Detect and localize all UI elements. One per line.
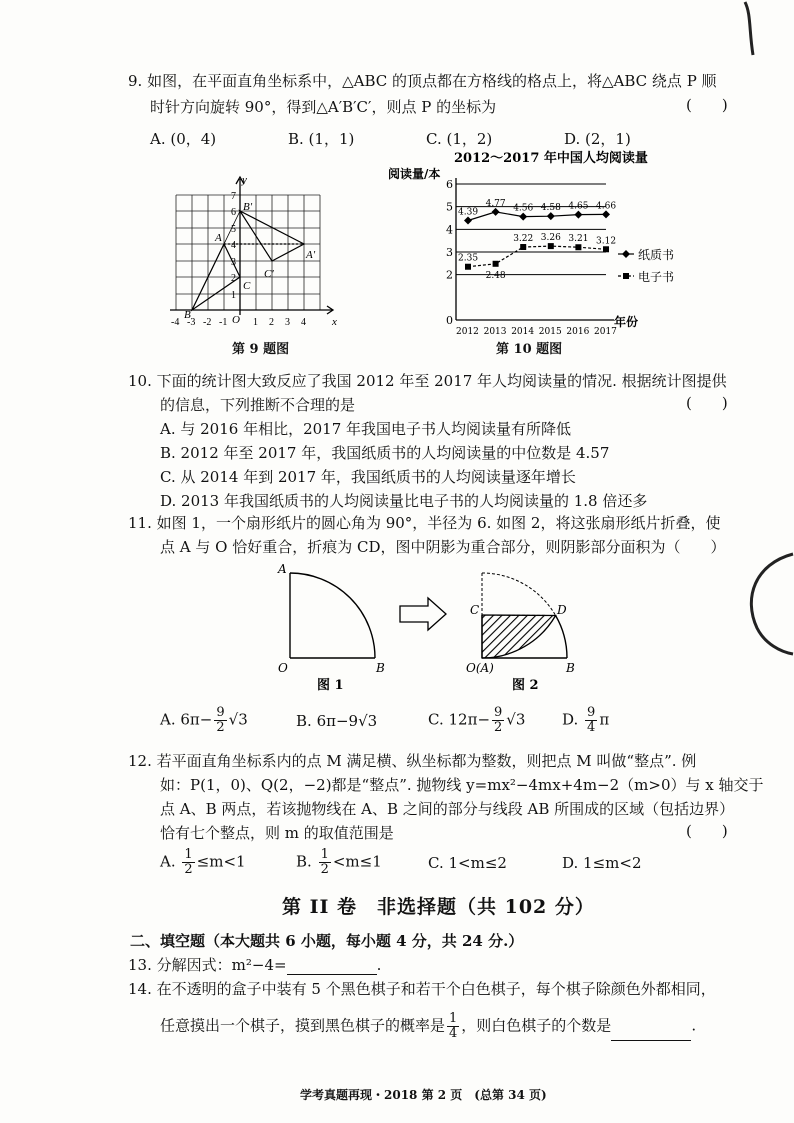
q10-figure-caption: 第 10 题图 <box>496 342 563 357</box>
q9-figure-caption: 第 9 题图 <box>232 342 290 357</box>
chart-point <box>548 243 554 249</box>
chart-xtick-label: 2013 <box>483 327 507 337</box>
q12-text1: 若平面直角坐标系内的点 M 满足横、纵坐标都为整数，则把点 M 叫做“整点”. 例 <box>156 752 697 770</box>
q12-option-b: B. $\frac{1}{2}$ <m≤1 <box>296 847 382 877</box>
q11-fig1-caption: 图 1 <box>317 678 344 693</box>
q9-xtick: -3 <box>187 317 196 328</box>
chart-xtick-label: 2014 <box>511 327 535 337</box>
chart-data-label: 3.26 <box>540 233 561 244</box>
q12-option-d: D. 1≤m<2 <box>562 854 642 872</box>
q9-xtick: 4 <box>301 317 306 328</box>
chart-ytick-label: 6 <box>446 178 453 191</box>
q13: 13. 分解因式：m²−4= . <box>128 956 382 974</box>
chart-ytick-label: 3 <box>446 246 453 259</box>
chart-xtick-label: 2016 <box>566 327 590 337</box>
q11-text2: 点 A 与 O 恰好重合，折痕为 CD，图中阴影为重合部分，则阴影部分面积为（ ） <box>160 538 726 556</box>
q10-option-c: C. 从 2014 年到 2017 年，我国纸质书的人均阅读量逐年增长 <box>160 468 576 486</box>
q9-answer-paren: ( ) <box>686 96 728 114</box>
chart-point <box>493 261 499 267</box>
chart-legend-marker <box>622 250 630 258</box>
chart-title: 2012～2017 年中国人均阅读量 <box>454 151 648 166</box>
q10-number: 10. <box>128 372 152 390</box>
q9-ytick: 1 <box>231 290 236 301</box>
q9-xtick: 3 <box>285 317 290 328</box>
chart-point <box>492 208 500 216</box>
q11-option-c: C. 12π− $\frac{9}{2}$ √3 <box>428 705 526 735</box>
q9-label-a1: A′ <box>306 249 316 261</box>
q11-shaded-region <box>482 615 556 658</box>
chart-data-label: 4.65 <box>568 201 589 212</box>
q9-text2: 时针方向旋转 90°，得到△A′B′C′，则点 P 的坐标为 <box>150 98 497 116</box>
q11-option-b: B. 6π−9√3 <box>296 712 378 730</box>
q9-ytick: 2 <box>231 273 236 284</box>
chart-ytick-label: 4 <box>446 223 453 237</box>
q10-option-d: D. 2013 年我国纸质书的人均阅读量比电子书的人均阅读量的 1.8 倍还多 <box>160 492 648 510</box>
q9-figure <box>160 165 350 340</box>
q11-fig2-label-oa: O(A) <box>466 661 494 675</box>
q9-xtick: 1 <box>253 317 258 328</box>
chart-point <box>602 210 610 218</box>
q9-line1 <box>128 70 717 91</box>
chart-data-label: 4.58 <box>540 203 561 214</box>
chart-ytick-label: 0 <box>446 314 453 327</box>
q9-xtick: -2 <box>203 317 212 328</box>
chart-legend-label: 纸质书 <box>638 248 675 262</box>
q10-line1 <box>128 370 727 391</box>
chart-xlabel: 年份 <box>614 315 639 329</box>
q12-text4: 恰有七个整点，则 m 的取值范围是 <box>160 824 394 842</box>
q14-number: 14. <box>128 980 152 998</box>
q9-text1: 如图，在平面直角坐标系中，△ABC 的顶点都在方格线的格点上，将△ABC 绕点 P 顺 <box>147 72 717 90</box>
q13-number: 13. <box>128 956 152 974</box>
q9-label-b1: B′ <box>243 201 253 213</box>
q11-option-d: D. $\frac{9}{4}$ π <box>562 705 610 735</box>
q9-y-label: y <box>242 174 247 186</box>
q9-number: 9. <box>128 72 143 90</box>
q11-fig1-label-o: O <box>278 661 288 675</box>
chart-series-line <box>468 246 606 267</box>
q10-chart <box>386 150 686 340</box>
scan-edge-mark <box>735 0 760 60</box>
q9-ytick: 7 <box>231 191 236 202</box>
q9-option-b: B. (1，1) <box>288 130 355 148</box>
page-footer: 学考真题再现・2018 第 2 页 (总第 34 页) <box>300 1088 547 1102</box>
q10-option-a: A. 与 2016 年相比，2017 年我国电子书人均阅读量有所降低 <box>160 420 572 438</box>
q13-answer-blank[interactable] <box>287 960 377 975</box>
q13-text: 分解因式：m²−4= <box>156 956 287 974</box>
q11-number: 11. <box>128 514 152 532</box>
chart-ytick-label: 2 <box>446 268 453 282</box>
q11-fig2-label-c: C <box>470 603 480 617</box>
q11-fig1-label-a: A <box>278 562 287 576</box>
q12-option-c: C. 1<m≤2 <box>428 854 507 872</box>
chart-data-label: 3.21 <box>568 234 589 245</box>
chart-data-label: 4.56 <box>513 203 534 214</box>
chart-ylabel: 阅读量/本 <box>388 167 441 181</box>
q9-origin-label: O <box>232 314 240 326</box>
q9-xtick: 2 <box>269 317 274 328</box>
q14-answer-blank[interactable] <box>611 1026 691 1041</box>
q9-ytick: 4 <box>231 240 236 251</box>
fill-in-header: 二、填空题（本大题共 6 小题，每小题 4 分，共 24 分.） <box>130 932 524 950</box>
q11-figures <box>270 558 630 693</box>
q11-fig2-label-d: D <box>557 603 567 617</box>
chart-data-label: 3.12 <box>596 236 617 247</box>
chart-point <box>547 212 555 220</box>
chart-data-label: 2.35 <box>458 253 479 264</box>
right-arrow-icon <box>400 598 446 630</box>
q9-option-d: D. (2，1) <box>564 130 631 148</box>
q14-line2: 任意摸出一个棋子，摸到黑色棋子的概率是 $\frac{1}{4}$ ，则白色棋子的个数是 . <box>160 1011 697 1041</box>
q9-ytick: 5 <box>231 224 236 235</box>
q11-text1: 如图 1，一个扇形纸片的圆心角为 90°，半径为 6. 如图 2，将这张扇形纸片折叠，使 <box>156 514 721 532</box>
section2-title: 第 II 卷 非选择题（共 102 分） <box>282 896 595 918</box>
chart-series-line <box>468 212 606 221</box>
q11-line1 <box>128 512 720 533</box>
q11-fig2-caption: 图 2 <box>512 678 539 693</box>
chart-data-label: 3.22 <box>513 234 534 245</box>
q11-option-a: A. 6π− $\frac{9}{2}$ √3 <box>160 705 248 735</box>
chart-legend-marker <box>623 273 629 279</box>
q11-fig2-label-b: B <box>566 661 575 675</box>
chart-point <box>519 213 527 221</box>
q9-label-c1: C′ <box>264 268 274 280</box>
chart-point <box>520 244 526 250</box>
q12-text3: 点 A、B 两点，若该抛物线在 A、B 之间的部分与线段 AB 所围成的区域（包括边界） <box>160 800 735 818</box>
q9-label-b: B <box>184 309 191 321</box>
q12-text2: 如：P(1，0)、Q(2，−2)都是“整点”. 抛物线 y=mx²−4mx+4m−2（m>0）与 x 轴交于 <box>160 776 764 794</box>
q10-option-b: B. 2012 年至 2017 年，我国纸质书的人均阅读量的中位数是 4.57 <box>160 444 610 462</box>
chart-legend-label: 电子书 <box>638 270 675 284</box>
chart-data-label: 4.39 <box>458 207 479 218</box>
chart-data-label: 2.48 <box>485 270 506 281</box>
q9-xtick: -4 <box>171 317 180 328</box>
q9-ytick: 3 <box>231 257 236 268</box>
q9-label-c: C <box>243 280 251 292</box>
q11-fig1-sector <box>290 573 375 658</box>
chart-xtick-label: 2017 <box>594 327 617 337</box>
q9-ytick: 6 <box>231 207 236 218</box>
chart-data-label: 4.66 <box>596 201 617 212</box>
chart-xtick-label: 2012 <box>456 327 479 337</box>
q9-option-a: A. (0，4) <box>150 130 217 148</box>
q10-answer-paren: ( ) <box>686 394 728 412</box>
q9-x-label: x <box>332 316 337 328</box>
chart-point <box>603 246 609 252</box>
chart-xtick-label: 2015 <box>538 327 562 337</box>
scan-edge-curve <box>735 550 794 660</box>
chart-point <box>464 216 472 224</box>
chart-point <box>575 244 581 250</box>
q11-fig2-sector <box>482 573 567 658</box>
chart-ytick-label: 5 <box>446 200 453 214</box>
q14-text1: 在不透明的盒子中装有 5 个黑色棋子和若干个白色棋子，每个棋子除颜色外都相同， <box>156 980 716 998</box>
q10-text1: 下面的统计图大致反应了我国 2012 年至 2017 年人均阅读量的情况. 根据统计图提供 <box>156 372 727 390</box>
q12-number: 12. <box>128 752 152 770</box>
chart-point <box>465 264 471 270</box>
q11-fig1-label-b: B <box>376 661 385 675</box>
q12-line1 <box>128 750 696 771</box>
q9-option-c: C. (1，2) <box>426 130 493 148</box>
q14-line1 <box>128 978 716 999</box>
q9-triangles <box>192 211 304 310</box>
q10-text2: 的信息，下列推断不合理的是 <box>160 396 356 414</box>
q12-option-a: A. $\frac{1}{2}$ ≤m<1 <box>160 847 246 877</box>
q9-xtick: -1 <box>219 317 228 328</box>
chart-point <box>574 211 582 219</box>
chart-data-label: 4.77 <box>485 198 506 209</box>
q9-label-a: A <box>215 232 222 244</box>
q12-answer-paren: ( ) <box>686 822 728 840</box>
